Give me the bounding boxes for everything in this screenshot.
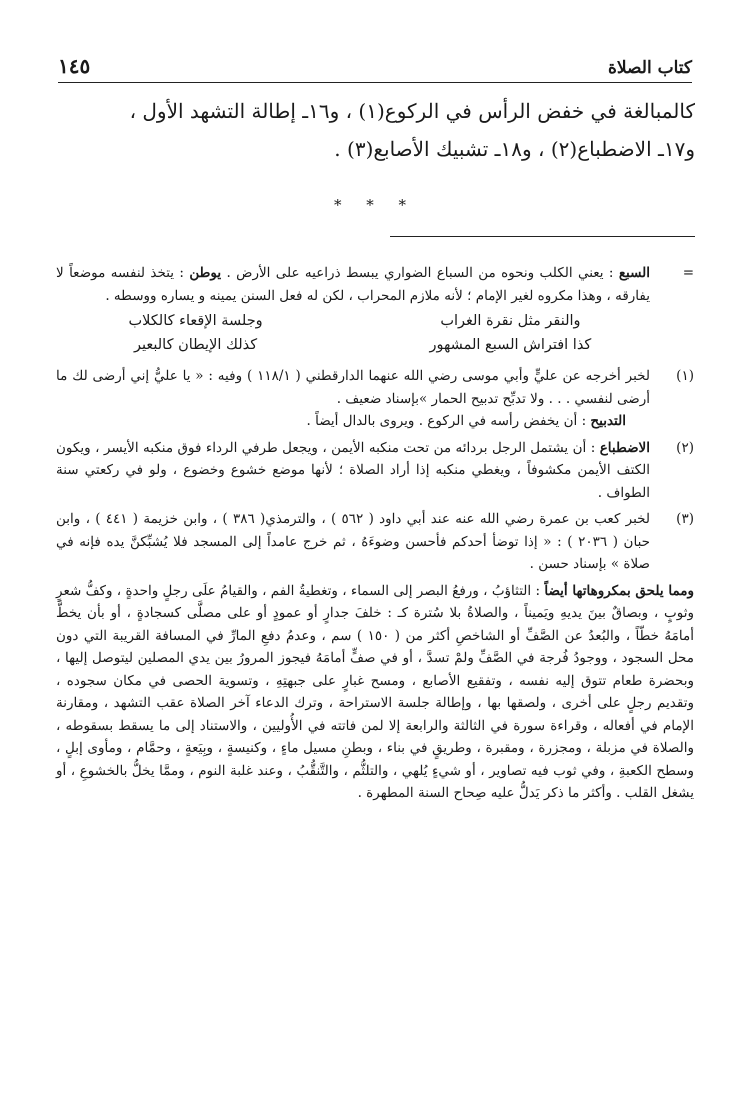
additional-makruhat-body: : التثاؤبُ ، ورفعُ البصر إلى السماء ، وتغطيةُ الفم ، والقيامُ علَى رجلٍ واحدةٍ ، وكفُّ شعرٍ وثوبٍ ، وبصاقٌ بينَ يديهِ ويَميناً ، والصلاةُ بلا سُترة كـ : خلفَ جدارٍ أو عمودٍ أو على مصلَّى كسجادةٍ ، أو بأن يخطَّ أمامَهُ خطّاً ، والبُعدُ عن الصَّفِّ أو الشاخصِ أكثر من ( ١٥٠ ) سم ، وعدمُ دفعِ المارِّ في المسافة القريبة التي دون محل السجود ، ووجودُ فُرجة في الصَّفِّ ولمْ تسدَّ ، أو في صفٍّ أمامَهُ فيجوز المرورُ بين يدي المصلين ليتوصل إليها ، وبحضرة طعام تتوق إليه نفسه ، وتفقيع الأصابع ، ومسح غبارٍ على جبهتِهِ ، وتسوية الحصى في مكان سجوده ، وتقديم رجلٍ على أخرى ، ولصقها بها ، وإطالة جلسة الاستراحة ، وترك الدعاء آخر الصلاة عقب التشهد ، ومقارنة الإمام في أفعاله ، وقراءة سورة في الثالثة والرابعة إلا لمن فاتته في الأُوليين ، والاستناد إلى ما يسقط بسقوطه ، والصلاة في مزبلة ، ومجزرة ، ومقبرة ، وطريقٍ في بناء ، وبطنِ مسيل ماءٍ ، وكنيسةٍ ، وبِيَعةٍ ، وحمَّام ، ومأوى إبلٍ ، وسطح الكعبةِ ، وفي ثوب فيه تصاوير ، أو شيءٍ يُلهي ، والتلثُّم ، والتَّنقُّبُ ، وعند غلبة النوم ، وممَّا يخلُّ بالخشوعِ ، أو يشغل القلب . وأكثر ما ذكر يَدلُّ عليه صِحاح السنة المطهرة . xyxy=(56,582,694,801)
poem-verse-1 xyxy=(56,309,650,333)
footnote-1-definition xyxy=(56,410,650,433)
page-header xyxy=(58,52,692,83)
poem-verse-1-second: وجلسة الإقعاء كالكلاب xyxy=(128,313,263,329)
main-text-line-1: كالمبالغة في خفض الرأس في الركوع(١) ، و١٦ـ إطالة التشهد الأول ، xyxy=(129,99,695,123)
continuation-marker: = xyxy=(682,265,694,281)
chapter-title: كتاب الصلاة xyxy=(607,58,692,78)
footnote-3-text: لخبر كعب بن عمرة رضي الله عنه عند أبي داود ( ٥٦٢ ) ، والترمذي( ٣٨٦ ) ، وابن خزيمة ( ٤٤١ ) ، وابن حبان ( ٢٠٣٦ ) : « إذا توضأ أحدكم فأحسن وضوءَهُ ، ثم خرج عامداً إلى المسجد فلا يُشبِّكنَّ يده فإنه في صلاة » بإسناد حسن . xyxy=(56,511,651,572)
term-idtiba: الاضطباع xyxy=(599,439,650,456)
term-sabu-definition: : يعني الكلب ونحوه من السباع الضواري يبسط ذراعيه على الأرض . xyxy=(226,265,614,281)
continued-note-text xyxy=(56,262,650,307)
footnotes xyxy=(56,262,694,805)
footnote-2-number: (٢) xyxy=(676,439,694,456)
poem-verse-2-second: كذلك الإيطان كالبعير xyxy=(134,337,258,353)
poem-verse-1-first: والنقر مثل نقرة الغراب xyxy=(440,313,581,329)
section-separator: * * * xyxy=(333,196,417,214)
continued-note xyxy=(56,262,694,361)
footnote-2 xyxy=(56,437,694,505)
main-text xyxy=(55,92,695,168)
footnote-1-text: لخبر أخرجه عن عليٍّ وأبي موسى رضي الله عنهما الدارقطني ( ١١٨/١ ) وفيه : « يا عليُّ إني أرضى لك ما أرضى لنفسي . . . ولا تدبِّح تدبيح الحمار »بإسناد ضعيف . xyxy=(56,368,650,407)
additional-makruhat xyxy=(56,580,694,805)
footnote-3-number: (٣) xyxy=(676,511,694,527)
term-yutin: يوطن xyxy=(189,265,222,281)
term-yutin-definition: : يتخذ لنفسه موضعاً لا يفارقه ، وهذا مكروه لغير الإمام ؛ لأنه ملازم المحراب ، لكن له فعل السنن يمينه و يساره ووسطه . xyxy=(56,265,650,304)
term-sabu: السبع xyxy=(618,265,651,281)
footnote-1-number: (١) xyxy=(676,368,694,384)
poem xyxy=(56,309,650,357)
additional-makruhat-text xyxy=(56,580,694,805)
footnote-1 xyxy=(56,365,694,433)
poem-verse-2-first: كذا افتراش السبع المشهور xyxy=(429,337,592,353)
term-idtiba-definition: : أن يشتمل الرجل بردائه من تحت منكبه الأيمن ، ويجعل طرفي الرداء فوق منكبه الأيسر ، ويكون الكتف الأيمن مكشوفاً ، ويغطي منكبه إذا أراد الصلاة ؛ لأنها موضع خشوع وخضوع ، ولو في ركعتي سنة الطواف . xyxy=(56,439,650,501)
term-tadbih: التدبيح xyxy=(590,413,626,429)
additional-makruhat-heading: ومما يلحق بمكروهاتها أيضاً xyxy=(544,582,694,599)
page-number: ١٤٥ xyxy=(58,54,91,78)
footnote-rule xyxy=(390,236,695,237)
main-text-line-2: و١٧ـ الاضطباع(٢) ، و١٨ـ تشبيك الأصابع(٣) . xyxy=(334,137,695,161)
poem-verse-2 xyxy=(56,333,650,357)
footnote-2-text xyxy=(56,437,650,505)
term-tadbih-definition: : أن يخفض رأسه في الركوع . ويروى بالدال أيضاً . xyxy=(306,413,587,429)
footnote-3 xyxy=(56,508,694,576)
